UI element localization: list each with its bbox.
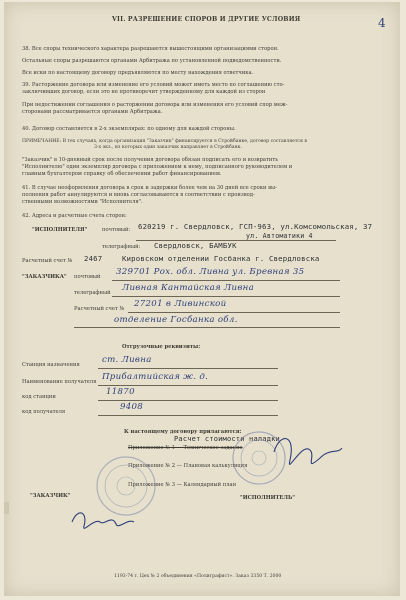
executor-account-value: 2467 [84,254,103,263]
note-2c: главным бухгалтером справку об обеспечении работ финансированием. [22,171,222,177]
customer-postal-value: 329701 Рох. обл. Ливна ул. Бревная 35 [116,267,305,277]
appendix-item2: Приложение № 2 — Плановая калькуляция [128,463,248,469]
customer-telegraph-label: телеграфный [74,290,111,296]
addresses-title: 42. Адреса и расчетные счета сторон: [22,213,127,219]
customer-telegraph-value: Ливная Кантайская Ливна [122,283,255,293]
code2-value: 9408 [120,402,144,412]
paragraph-41a: 41. В случае неоформления договора в срок и задержки более чем на 30 дней все сроки вы- [22,185,277,191]
appendix-item3: Приложение № 3 — Календарный план [128,482,237,488]
paragraph-38a: 38. Все споры технического характера разрешаются вышестоящими организациями сторон. [22,46,279,52]
appendix-item1: Приложение № 1 — Техническое задание [128,445,243,451]
executor-postal-extra: ул. Автоматики 4 [246,232,313,240]
executor-telegraph-value: Свердловск, БАМБУК [154,241,237,250]
code-value: 11870 [106,387,135,397]
executor-stamp [233,432,285,484]
station-value: ст. Ливна [102,355,152,365]
paragraph-40: 40. Договор составляется в 2-х экземплярах: по одному для каждой стороны. [22,126,236,132]
paragraph-39d: сторонами рассматривается органами Арбитража. [22,109,163,115]
customer-stamp [97,457,155,515]
shipping-title: Отгрузочные реквизиты: [122,344,201,350]
note-1b: 3-х экз., из которых один заказчик направляет в Стройбанк. [94,145,242,150]
customer-account-label: Расчетный счет № [74,306,125,312]
paragraph-39b: заключивших договор, если это не противоречит утвержденному для каждой из сторон [22,89,266,95]
executor-postal-address: 620219 г. Свердловск, ГСП-963, ул.Комсомольская, 37 [138,222,373,231]
paragraph-39a: 39. Расторжение договора или изменение его условий может иметь место по соглашению сто- [22,82,285,88]
appendix-title: К настоящему договору прилагаются: [124,429,242,435]
customer-signature-label: "ЗАКАЗЧИК" [30,493,71,499]
paragraph-39c: При недостижении соглашения о расторжении договора или изменения его условий спор меж- [22,102,288,108]
paragraph-41b: полнения работ аннулируются и вновь согласовываются в соответствии с производ- [22,192,255,198]
recipient-value: Прибалтийская ж. д. [102,372,209,382]
footer-imprint: 1193-74 г. Цех № 2 объединения «Полиграфист». Заказ 3350 Т. 2000 [114,574,282,579]
stamps-and-signatures [4,2,400,596]
paragraph-38c: Все иски по настоящему договору предъявляются по месту нахождения ответчика. [22,70,254,76]
customer-postal-label: почтовый [74,274,101,280]
appendix-item1-overlay: Расчет стоимости наладки [174,435,280,443]
customer-account-value: 27201 в Ливинской [134,299,227,309]
customer-bank: отделение Госбанка обл. [114,315,238,325]
document-page [4,2,400,596]
code2-label: код получателя [22,409,66,415]
executor-telegraph-label: телеграфный: [102,244,141,250]
executor-account-label: Расчетный счет № [22,258,73,264]
station-label: Станция назначения [22,362,80,368]
paragraph-41c: ственными возможностями "Исполнителя". [22,199,143,205]
customer-label: "ЗАКАЗЧИКА" [22,274,67,280]
executor-label: "ИСПОЛНИТЕЛЯ" [32,227,88,233]
note-2b: "Исполнителю" один экземпляр договора с приложением к нему, подписанного руководителем и [22,164,293,170]
executor-bank: Кировском отделении Госбанка г. Свердловска [122,254,320,263]
code-label: код станции [22,394,56,400]
corner-mark: 4 [378,16,386,30]
section-title: VII. РАЗРЕШЕНИЕ СПОРОВ И ДРУГИЕ УСЛОВИЯ [112,16,301,23]
recipient-label: Наименование получателя [22,379,97,385]
executor-postal-label: почтовый: [102,227,131,233]
executor-signature-label: "ИСПОЛНИТЕЛЬ" [240,495,295,501]
note-1a: ПРИМЕЧАНИЕ: В тех случаях, когда организация "Заказчик" финансируется в Стройбанке, договор составляется в [22,139,307,144]
note-2a: "Заказчик" в 10-дневный срок после получения договора обязан подписать его и возвратить [22,157,279,163]
paragraph-38b: Остальные споры разрешаются органами Арбитража по установленной подведомственности. [22,58,282,64]
